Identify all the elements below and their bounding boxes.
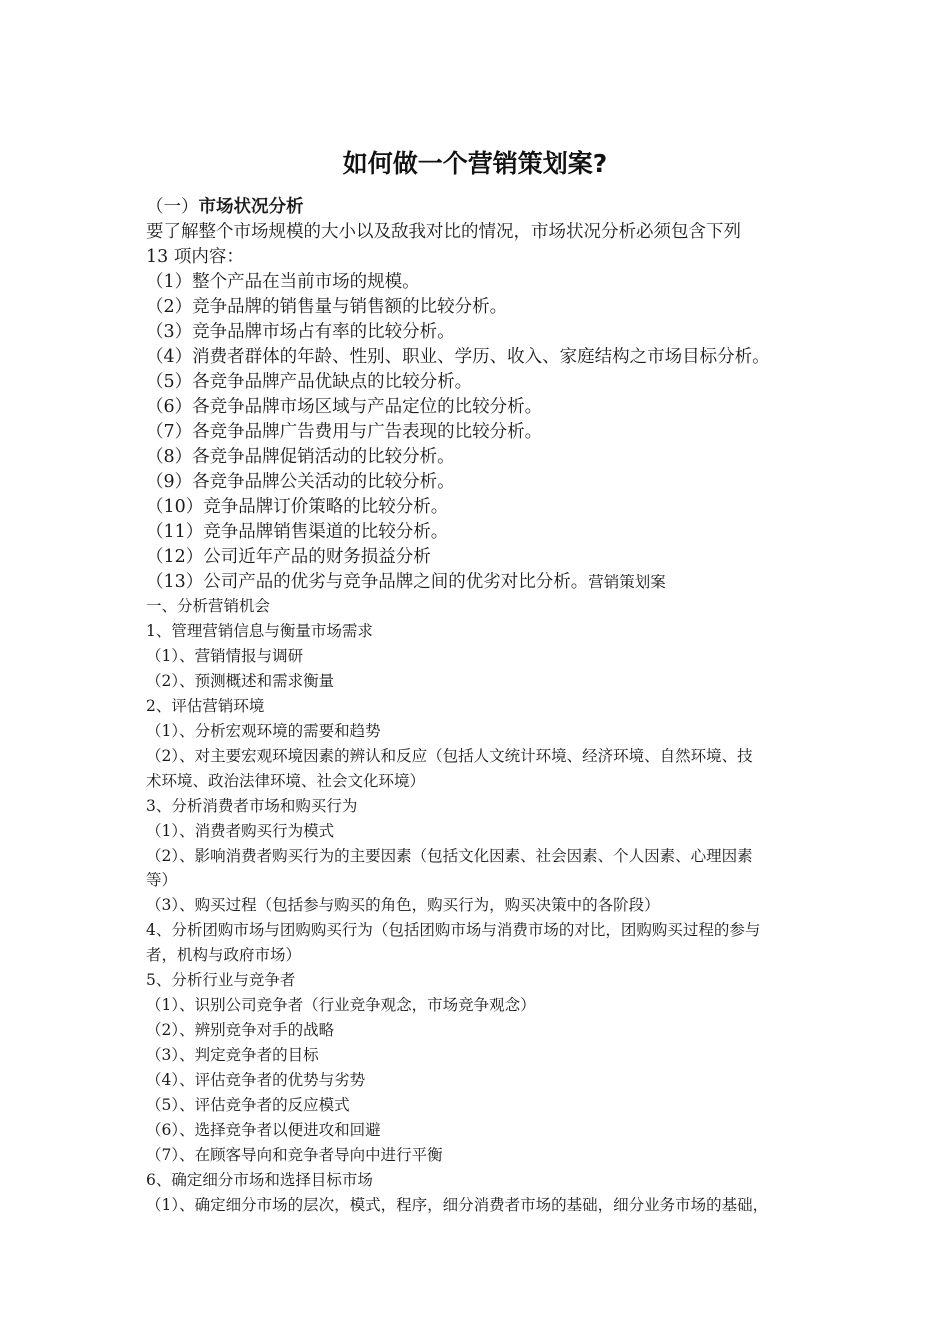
list-item: （3）竞争品牌市场占有率的比较分析。 bbox=[146, 322, 455, 342]
list-item bbox=[146, 570, 666, 594]
intro-line: 13 项内容： bbox=[146, 247, 244, 267]
page-title: 如何做一个营销策划案? bbox=[342, 149, 608, 178]
outline-line: 6、确定细分市场和选择目标市场 bbox=[146, 1171, 373, 1189]
outline-line: （6）、选择竞争者以便进攻和回避 bbox=[146, 1121, 381, 1139]
outline-line: （7）、在顾客导向和竞争者导向中进行平衡 bbox=[146, 1146, 443, 1164]
list-item: （5）各竞争品牌产品优缺点的比较分析。 bbox=[146, 372, 473, 392]
outline-line: （1）、识别公司竞争者（行业竞争观念，市场竞争观念） bbox=[146, 996, 536, 1014]
list-item: （1）整个产品在当前市场的规模。 bbox=[146, 272, 420, 292]
intro-line: 要了解整个市场规模的大小以及敌我对比的情况，市场状况分析必须包含下列 bbox=[146, 222, 741, 242]
outline-line: （2）、影响消费者购买行为的主要因素（包括文化因素、社会因素、个人因素、心理因素 bbox=[146, 847, 753, 865]
outline-line: 者，机构与政府市场） bbox=[146, 946, 302, 964]
section-heading-text: 市场状况分析 bbox=[198, 197, 304, 217]
outline-line: （1）、消费者购买行为模式 bbox=[146, 822, 335, 840]
list-item: （4）消费者群体的年龄、性别、职业、学历、收入、家庭结构之市场目标分析。 bbox=[146, 347, 770, 367]
section-prefix: （一） bbox=[146, 197, 199, 217]
outline-line: （5）、评估竞争者的反应模式 bbox=[146, 1096, 350, 1114]
list-item-text: （13）公司产品的优劣与竞争品牌之间的优劣对比分析。 bbox=[146, 572, 589, 592]
outline-line: 5、分析行业与竞争者 bbox=[146, 971, 296, 989]
outline-line: （2）、预测概述和需求衡量 bbox=[146, 672, 335, 690]
outline-line: （1）、确定细分市场的层次，模式，程序，细分消费者市场的基础，细分业务市场的基础， bbox=[146, 1196, 769, 1214]
outline-line: （4）、评估竞争者的优势与劣势 bbox=[146, 1071, 366, 1089]
outline-line: 一、分析营销机会 bbox=[146, 597, 271, 615]
outline-line: 4、分析团购市场与团购购买行为（包括团购市场与消费市场的对比，团购购买过程的参与 bbox=[146, 921, 761, 939]
list-item: （11）竞争品牌销售渠道的比较分析。 bbox=[146, 522, 449, 542]
outline-line: 2、评估营销环境 bbox=[146, 697, 265, 715]
outline-line: （1）、分析宏观环境的需要和趋势 bbox=[146, 722, 381, 740]
list-item: （9）各竞争品牌公关活动的比较分析。 bbox=[146, 472, 455, 492]
outline-line: 术环境、政治法律环境、社会文化环境） bbox=[146, 772, 426, 790]
list-item-suffix: 营销策划案 bbox=[588, 573, 666, 591]
outline-line: （2）、对主要宏观环境因素的辨认和反应（包括人文统计环境、经济环境、自然环境、技 bbox=[146, 747, 753, 765]
outline-line: 3、分析消费者市场和购买行为 bbox=[146, 797, 358, 815]
outline-line: 等） bbox=[146, 871, 178, 889]
outline-line: （1）、营销情报与调研 bbox=[146, 647, 304, 665]
list-item: （12）公司近年产品的财务损益分析 bbox=[146, 547, 431, 567]
list-item: （6）各竞争品牌市场区域与产品定位的比较分析。 bbox=[146, 397, 543, 417]
list-item: （7）各竞争品牌广告费用与广告表现的比较分析。 bbox=[146, 422, 543, 442]
list-item: （8）各竞争品牌促销活动的比较分析。 bbox=[146, 447, 455, 467]
section-heading bbox=[146, 195, 304, 219]
list-item: （10）竞争品牌订价策略的比较分析。 bbox=[146, 497, 449, 517]
outline-line: （3）、判定竞争者的目标 bbox=[146, 1046, 319, 1064]
outline-line: （2）、辨别竞争对手的战略 bbox=[146, 1021, 335, 1039]
list-item: （2）竞争品牌的销售量与销售额的比较分析。 bbox=[146, 297, 508, 317]
outline-line: 1、管理营销信息与衡量市场需求 bbox=[146, 622, 373, 640]
outline-line: （3）、购买过程（包括参与购买的角色，购买行为，购买决策中的各阶段） bbox=[146, 896, 660, 914]
